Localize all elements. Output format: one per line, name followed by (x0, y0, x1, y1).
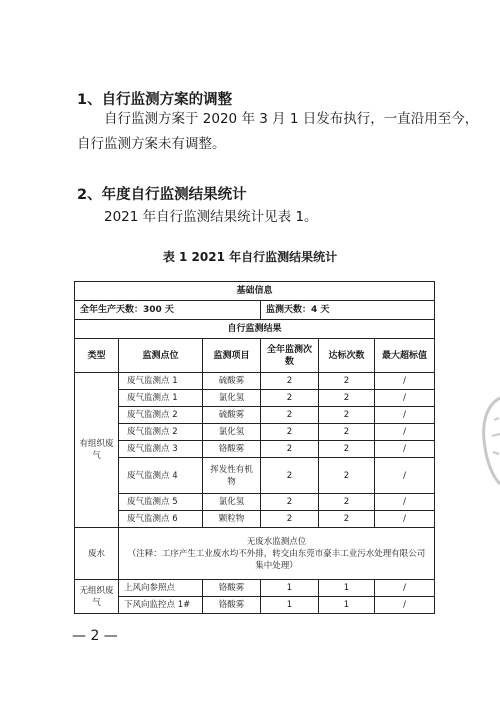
header-count: 全年监测次数 (261, 339, 319, 373)
header-type: 类型 (75, 339, 119, 373)
results-table (74, 281, 435, 614)
production-days: 全年生产天数：300 天 (75, 301, 261, 320)
table-row (75, 528, 435, 580)
cell-max: / (375, 407, 435, 424)
cell-point: 废气监测点 5 (119, 494, 203, 511)
cell-count: 1 (261, 597, 319, 614)
header-item: 监测项目 (203, 339, 261, 373)
table-row (75, 424, 435, 441)
table-row (75, 301, 435, 320)
cell-max: / (375, 494, 435, 511)
section2-para: 2021 年自行监测结果统计见表 1。 (104, 209, 318, 225)
cell-item: 颗粒物 (203, 511, 261, 528)
cell-count: 2 (261, 441, 319, 458)
header-point: 监测点位 (119, 339, 203, 373)
basic-info-title: 基础信息 (75, 282, 435, 301)
cell-max: / (375, 390, 435, 407)
cell-count: 2 (261, 511, 319, 528)
cell-item: 硫酸雾 (203, 407, 261, 424)
cell-item: 铬酸雾 (203, 597, 261, 614)
cell-item: 挥发性有机物 (203, 458, 261, 494)
cell-pass: 2 (319, 390, 375, 407)
cell-pass: 2 (319, 424, 375, 441)
unorganized-label: 无组织废气 (75, 580, 119, 614)
cell-count: 1 (261, 580, 319, 597)
table-row (75, 458, 435, 494)
table-row (75, 373, 435, 390)
cell-point: 废气监测点 4 (119, 458, 203, 494)
cell-count: 2 (261, 407, 319, 424)
cell-count: 2 (261, 373, 319, 390)
cell-count: 2 (261, 494, 319, 511)
cell-point: 废气监测点 6 (119, 511, 203, 528)
cell-pass: 2 (319, 494, 375, 511)
cell-point: 下风向监控点 1# (119, 597, 203, 614)
cell-item: 氯化氢 (203, 424, 261, 441)
cell-point: 废气监测点 3 (119, 441, 203, 458)
cell-item: 氯化氢 (203, 390, 261, 407)
wastewater-note-line1: 无废水监测点位 (246, 536, 307, 547)
cell-count: 2 (261, 458, 319, 494)
cell-pass: 2 (319, 441, 375, 458)
cell-pass: 1 (319, 597, 375, 614)
section1-para-line2: 自行监测方案未有调整。 (77, 136, 226, 152)
cell-pass: 2 (319, 373, 375, 390)
table-row (75, 390, 435, 407)
table-row (75, 597, 435, 614)
table-caption: 表 1 2021 年自行监测结果统计 (162, 250, 338, 264)
results-title: 自行监测结果 (75, 320, 435, 339)
cell-max: / (375, 580, 435, 597)
cell-item: 氯化氢 (203, 494, 261, 511)
cell-count: 2 (261, 424, 319, 441)
cell-point: 废气监测点 1 (119, 373, 203, 390)
wastewater-note (119, 528, 435, 580)
cell-item: 铬酸雾 (203, 441, 261, 458)
header-pass: 达标次数 (319, 339, 375, 373)
section1-para-line1: 自行监测方案于 2020 年 3 月 1 日发布执行，一直沿用至今， (104, 111, 479, 127)
table-row (75, 407, 435, 424)
cell-pass: 2 (319, 511, 375, 528)
cell-pass: 2 (319, 458, 375, 494)
cell-point: 废气监测点 2 (119, 424, 203, 441)
cell-max: / (375, 458, 435, 494)
organized-label: 有组织废气 (75, 373, 119, 528)
cell-point: 上风向参照点 (119, 580, 203, 597)
section2-heading: 2、年度自行监测结果统计 (77, 187, 247, 203)
table-header-row (75, 339, 435, 373)
cell-point: 废气监测点 2 (119, 407, 203, 424)
cell-count: 2 (261, 390, 319, 407)
cell-max: / (375, 373, 435, 390)
cell-max: / (375, 441, 435, 458)
cell-pass: 1 (319, 580, 375, 597)
table-row (75, 511, 435, 528)
page-number: — 2 — (72, 628, 118, 644)
table-row (75, 494, 435, 511)
section1-heading: 1、自行监测方案的调整 (77, 92, 233, 108)
wastewater-note-line2: （注释：工序产生工业废水均不外排，转交由东莞市豪丰工业污水处理有限公司集中处理） (127, 548, 426, 571)
monitoring-days: 监测天数：4 天 (261, 301, 435, 320)
cell-item: 铬酸雾 (203, 580, 261, 597)
wastewater-label: 废水 (75, 528, 119, 580)
table-row (75, 320, 435, 339)
cell-max: / (375, 511, 435, 528)
header-max: 最大超标值 (375, 339, 435, 373)
table-row (75, 282, 435, 301)
cell-pass: 2 (319, 407, 375, 424)
table-row (75, 580, 435, 597)
cell-item: 硫酸雾 (203, 373, 261, 390)
cell-point: 废气监测点 1 (119, 390, 203, 407)
table-row (75, 441, 435, 458)
cell-max: / (375, 597, 435, 614)
stamp-fragment-icon (470, 390, 500, 490)
cell-max: / (375, 424, 435, 441)
